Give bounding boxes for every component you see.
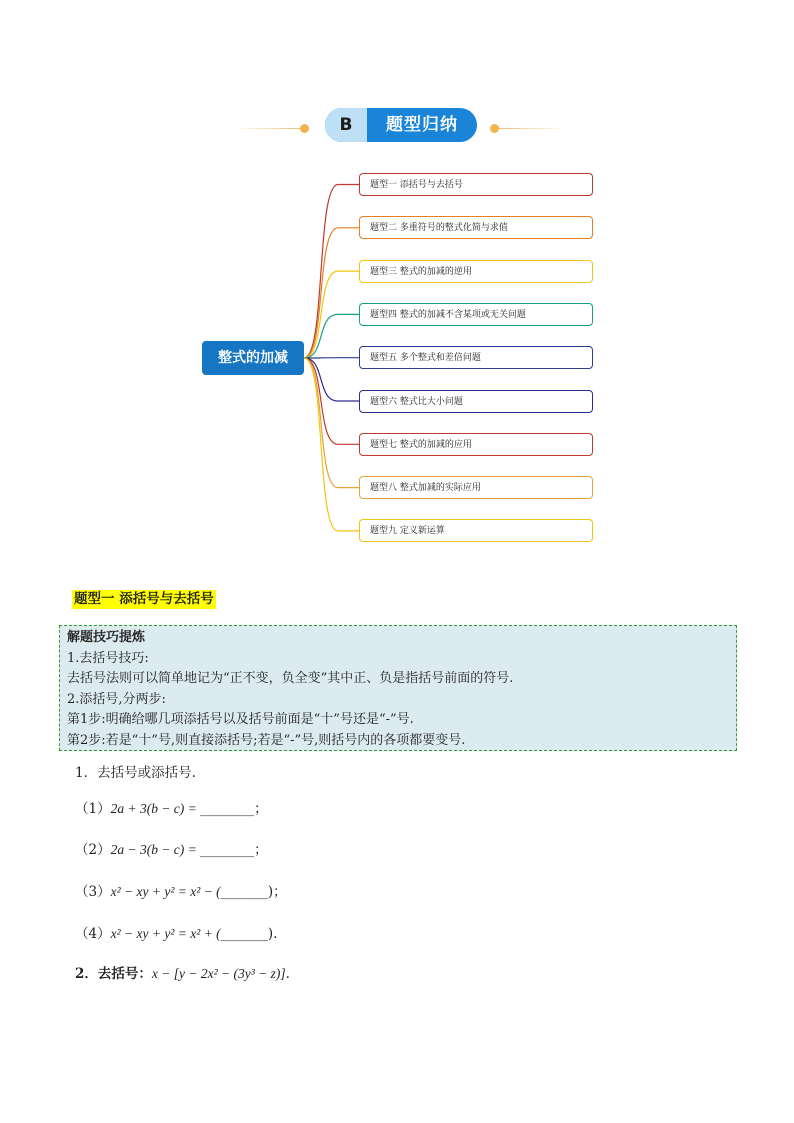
question-2-expression: x − [y − 2x² − (3y³ − z)] xyxy=(151,966,286,981)
item-number: （4） xyxy=(75,926,111,942)
question-1-item xyxy=(75,922,277,942)
question-1-item xyxy=(75,880,287,900)
question-2-end: . xyxy=(285,966,290,982)
answer-blank[interactable]: ________ xyxy=(200,801,255,817)
mindmap-node: 题型二 多重符号的整式化简与求值 xyxy=(359,216,593,239)
item-end: ； xyxy=(254,842,268,858)
item-expression: 2a + 3(b − c) = xyxy=(110,801,201,816)
header-badge: B xyxy=(325,108,367,142)
mindmap-node: 题型四 整式的加减不含某项或无关问题 xyxy=(359,303,593,326)
item-end: ； xyxy=(254,801,268,817)
mindmap-node: 题型三 整式的加减的逆用 xyxy=(359,260,593,283)
mindmap-root: 整式的加减 xyxy=(202,341,304,375)
header-title: 题型归纳 xyxy=(386,115,458,135)
item-end: ). xyxy=(267,926,278,942)
question-2 xyxy=(75,962,290,982)
mindmap-node: 题型五 多个整式和差倍问题 xyxy=(359,346,593,369)
item-expression: x² − xy + y² = x² + ( xyxy=(110,926,221,941)
item-number: （3） xyxy=(75,884,111,900)
tips-line: 2.添括号,分两步: xyxy=(67,691,166,707)
item-number: （1） xyxy=(75,801,111,817)
answer-blank[interactable]: ________ xyxy=(200,842,255,858)
mindmap-node: 题型九 定义新运算 xyxy=(359,519,593,542)
tips-line: 第1步:明确给哪几项添括号以及括号前面是“十”号还是“-”号. xyxy=(67,712,414,727)
mindmap-node: 题型七 整式的加减的应用 xyxy=(359,433,593,456)
tips-line: 1.去括号技巧: xyxy=(67,650,149,666)
tips-heading: 解题技巧提炼 xyxy=(67,630,146,645)
mindmap-link xyxy=(304,358,359,488)
item-expression: 2a − 3(b − c) = xyxy=(110,842,201,857)
question-1-item xyxy=(75,797,268,817)
item-expression: x² − xy + y² = x² − ( xyxy=(110,884,221,899)
answer-blank[interactable]: _______ xyxy=(220,926,268,942)
mindmap-link xyxy=(304,228,359,358)
question-1-title: 1．去括号或添括号. xyxy=(75,765,196,781)
mindmap-node: 题型一 添括号与去括号 xyxy=(359,173,593,196)
section-title: 题型一 添括号与去括号 xyxy=(74,591,214,607)
tips-box xyxy=(59,625,737,751)
mindmap-node: 题型八 整式加减的实际应用 xyxy=(359,476,593,499)
answer-blank[interactable]: _______ xyxy=(220,884,268,900)
tips-line: 去括号法则可以简单地记为“正不变，负全变”其中正、负是指括号前面的符号. xyxy=(67,671,514,686)
question-2-label: 2．去括号： xyxy=(75,966,152,982)
mindmap-node: 题型六 整式比大小问题 xyxy=(359,390,593,413)
question-1-item xyxy=(75,838,268,858)
tips-line: 第2步:若是“十”号,则直接添括号;若是“-”号,则括号内的各项都要变号. xyxy=(67,732,466,748)
item-number: （2） xyxy=(75,842,111,858)
item-end: )； xyxy=(267,884,287,900)
